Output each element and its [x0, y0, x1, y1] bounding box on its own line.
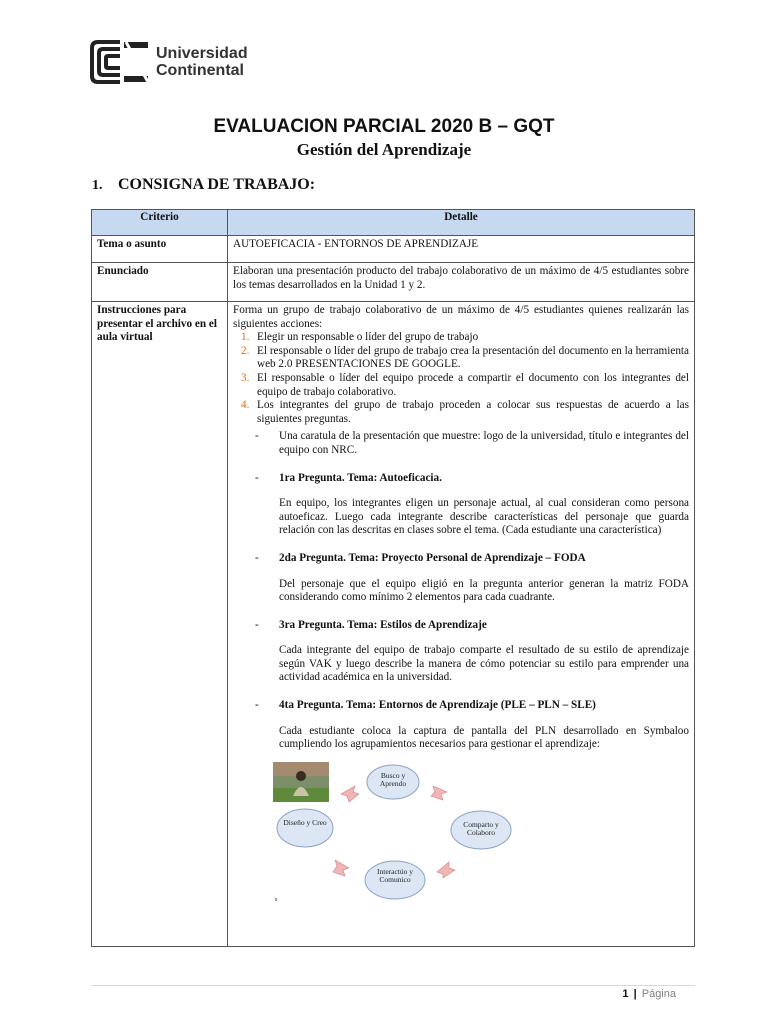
arrow-icon — [431, 786, 447, 800]
university-logo — [90, 40, 248, 84]
list-item — [233, 372, 689, 399]
arrow-icon — [341, 786, 359, 802]
detalle-tema: AUTOEFICACIA - ENTORNOS DE APRENDIZAJE — [228, 236, 695, 263]
question-3 — [233, 619, 689, 633]
question-4-text: Cada estudiante coloca la captura de pantalla del PLN desarrollado en Symbaloo cumpliendo los agrupamientos necesarios para gestionar el aprendizaje: — [279, 724, 689, 751]
table-row — [92, 302, 695, 947]
table-row — [92, 263, 695, 302]
footer-separator: | — [633, 988, 637, 1000]
dash-bullet: - — [255, 618, 259, 631]
consigna-table — [91, 209, 695, 947]
step-text: Los integrantes del grupo de trabajo proceden a colocar sus respuestas de acuerdo a las siguientes preguntas. — [257, 399, 689, 425]
detalle-enunciado: Elaboran una presentación producto del trabajo colaborativo de un máximo de 4/5 estudiantes sobre los temas desarrollados en la Unidad 1 y 2. — [228, 263, 695, 302]
dash-bullet: - — [255, 471, 259, 484]
section-heading — [92, 176, 315, 194]
step-text: Elegir un responsable o líder del grupo de trabajo — [257, 331, 479, 344]
header-criterio: Criterio — [92, 210, 228, 236]
logo-icon — [90, 40, 150, 84]
page-footer — [622, 988, 676, 1000]
arrow-icon — [437, 862, 455, 878]
node-busco-aprendo: Busco y Aprendo — [379, 770, 407, 789]
node-interactuo-comunico: Interactúo y Comunico — [376, 866, 414, 885]
steps-list — [233, 331, 689, 426]
step-text: El responsable o líder del equipo procede a compartir el documento con los integrantes del equipo de trabajo colaborativo. — [257, 371, 689, 398]
student-photo — [273, 762, 329, 802]
ple-diagram — [273, 762, 523, 912]
section-number: 1. — [92, 178, 103, 193]
node-diseno-creo: Diseño y Creo — [283, 817, 327, 827]
header-detalle: Detalle — [228, 210, 695, 236]
node-left-shape — [277, 809, 333, 847]
criterio-tema: Tema o asunto — [92, 236, 228, 263]
question-1-text: En equipo, los integrantes eligen un personaje actual, al cual consideran como persona autoeficaz. Luego cada integrante describe características del personaje que guarda relación con las descritas en clases sobre el tema. (Cada estudiante una característica) — [279, 497, 689, 537]
document-title: EVALUACION PARCIAL 2020 B – GQT — [213, 116, 555, 137]
question-1-title: 1ra Pregunta. Tema: Autoeficacia. — [279, 471, 442, 484]
list-item — [233, 399, 689, 426]
instrucciones-intro: Forma un grupo de trabajo colaborativo de un máximo de 4/5 estudiantes quienes realizarán las siguientes acciones: — [233, 304, 689, 330]
list-item — [233, 331, 689, 345]
list-item — [233, 345, 689, 372]
step-number: 1. — [241, 331, 250, 344]
node-comparto-colaboro: Comparto y Colaboro — [463, 819, 499, 838]
criterio-instrucciones: Instrucciones para presentar el archivo en el aula virtual — [92, 302, 228, 947]
dash-bullet: - — [255, 551, 259, 564]
question-1 — [233, 472, 689, 486]
document-subtitle: Gestión del Aprendizaje — [296, 140, 472, 159]
section-colon: : — [309, 176, 316, 193]
question-4-title: 4ta Pregunta. Tema: Entornos de Aprendizaje (PLE – PLN – SLE) — [279, 699, 596, 712]
criterio-enunciado: Enunciado — [92, 263, 228, 302]
logo-line2: Continental — [156, 62, 244, 79]
question-3-text: Cada integrante del equipo de trabajo comparte el resultado de su estilo de aprendizaje según VAK y luego describe la manera de cómo potenciar su estilo para emprender una actividad académica en la universidad. — [279, 644, 689, 684]
question-2 — [233, 552, 689, 566]
footer-divider — [91, 985, 695, 986]
dash-bullet: - — [255, 430, 259, 443]
step-number: 4. — [241, 399, 250, 412]
step-text: El responsable o líder del grupo de trabajo crea la presentación del documento en la herramienta web 2.0 PRESENTACIONES DE GOOGLE. — [257, 344, 689, 371]
section-title: CONSIGNA DE TRABAJO — [118, 176, 310, 193]
logo-line1: Universidad — [156, 45, 248, 62]
dash-bullet: - — [255, 699, 259, 712]
page-number: 1 — [622, 988, 629, 1000]
caratula-text: Una caratula de la presentación que muestre: logo de la universidad, título e integrantes del equipo con NRC. — [279, 430, 689, 456]
question-4 — [233, 699, 689, 713]
step-number: 2. — [241, 344, 250, 357]
table-row — [92, 236, 695, 263]
arrow-icon — [333, 860, 349, 876]
page-label: Página — [641, 988, 676, 1000]
detalle-instrucciones — [228, 302, 695, 947]
question-2-text: Del personaje que el equipo eligió en la pregunta anterior generan la matriz FODA considerando como mínimo 2 elementos para cada cuadrante. — [279, 577, 689, 604]
diagram-mark: x — [274, 896, 278, 903]
caratula-item — [233, 430, 689, 457]
question-2-title: 2da Pregunta. Tema: Proyecto Personal de Aprendizaje – FODA — [279, 551, 586, 564]
step-number: 3. — [241, 371, 250, 384]
question-3-title: 3ra Pregunta. Tema: Estilos de Aprendizaje — [279, 618, 487, 631]
